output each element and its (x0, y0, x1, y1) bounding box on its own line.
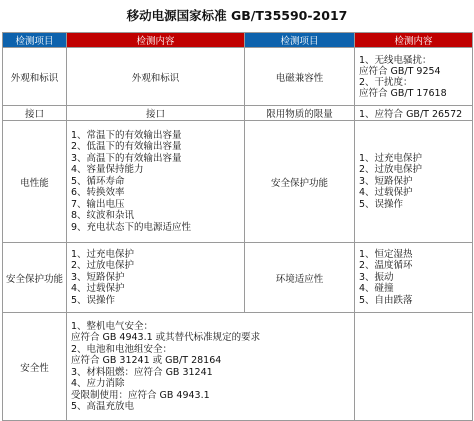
row-item-environmental: 环境适应性 (245, 243, 355, 313)
header-content-right: 检测内容 (355, 33, 473, 48)
header-item-right: 检测项目 (245, 33, 355, 48)
list-item: 2、电池和电池组安全： (71, 343, 173, 355)
list-item: 5、误操作 (71, 294, 116, 306)
table-row (3, 121, 473, 243)
table-row (3, 243, 473, 313)
table-row (3, 106, 473, 121)
list-item: 3、短路保护 (71, 271, 125, 283)
list-item: 5、自由跌落 (359, 294, 413, 306)
row-item-safety-protection-left: 安全保护功能 (3, 243, 67, 313)
list-item: 1、常温下的有效输出容量 (71, 129, 182, 141)
document-title: 移动电源国家标准 GB/T35590-2017 (126, 8, 348, 23)
content-line: 应符合 GB/T 17618 (359, 87, 447, 99)
list-item: 2、温度循环 (359, 260, 413, 272)
row-item-electrical-performance: 电性能 (3, 121, 67, 243)
list-item: 应符合 GB 31241 或 GB/T 28164 (71, 355, 222, 366)
list-item: 受限制使用：应符合 GB 4943.1 (71, 389, 210, 401)
table-row (3, 313, 473, 421)
list-item: 2、低温下的有效输出容量 (71, 141, 182, 153)
empty-cell (355, 313, 473, 421)
list-item: 4、容量保持能力 (71, 164, 144, 176)
list-item: 4、碰撞 (359, 283, 394, 295)
table-row (3, 48, 473, 106)
header-item-left: 检测项目 (3, 33, 67, 48)
list-item: 5、高温充放电 (71, 401, 135, 412)
list-item: 4、过载保护 (71, 283, 125, 295)
header-content-left: 检测内容 (67, 33, 245, 48)
row-content-safety-protection-left (67, 243, 245, 313)
list-item: 5、循环寿命 (71, 175, 125, 187)
row-content-emc (355, 48, 473, 106)
list-item: 4、应力消除 (71, 378, 125, 389)
row-content-electrical-performance (67, 121, 245, 243)
list-item: 3、短路保护 (359, 175, 413, 187)
row-item-emc: 电磁兼容性 (245, 48, 355, 106)
content-line: 1、无线电骚扰： (359, 54, 432, 66)
row-content-safety-protection (355, 121, 473, 243)
standard-table (2, 32, 473, 421)
list-item: 7、输出电压 (71, 198, 125, 210)
row-content-environmental (355, 243, 473, 313)
row-content-appearance: 外观和标识 (67, 48, 245, 106)
header-row (3, 33, 473, 48)
list-item: 3、振动 (359, 271, 394, 283)
list-item: 4、过载保护 (359, 187, 413, 199)
row-item-appearance: 外观和标识 (3, 48, 67, 106)
list-item: 9、充电状态下的电源适应性 (71, 221, 192, 233)
content-line: 2、干扰度： (359, 76, 413, 88)
list-item: 1、过充电保护 (359, 152, 423, 164)
list-item: 3、高温下的有效输出容量 (71, 152, 182, 164)
row-content-restricted-substances: 1、应符合 GB/T 26572 (355, 106, 473, 121)
list-item: 2、过放电保护 (359, 164, 423, 176)
list-item: 8、纹波和杂讯 (71, 210, 135, 222)
list-item: 应符合 GB 4943.1 或其替代标准规定的要求 (71, 332, 261, 343)
row-content-interface: 接口 (67, 106, 245, 121)
content-line: 应符合 GB/T 9254 (359, 65, 441, 77)
list-item: 2、过放电保护 (71, 260, 135, 272)
row-item-interface: 接口 (3, 106, 67, 121)
row-content-safety (67, 313, 355, 421)
list-item: 5、误操作 (359, 198, 404, 210)
list-item: 1、整机电气安全： (71, 320, 154, 332)
row-item-safety: 安全性 (3, 313, 67, 421)
row-item-restricted-substances: 限用物质的限量 (245, 106, 355, 121)
list-item: 3、材料阻燃：应符合 GB 31241 (71, 366, 213, 378)
list-item: 6、转换效率 (71, 187, 125, 199)
list-item: 1、过充电保护 (71, 248, 135, 260)
row-item-safety-protection: 安全保护功能 (245, 121, 355, 243)
list-item: 1、恒定湿热 (359, 248, 413, 260)
